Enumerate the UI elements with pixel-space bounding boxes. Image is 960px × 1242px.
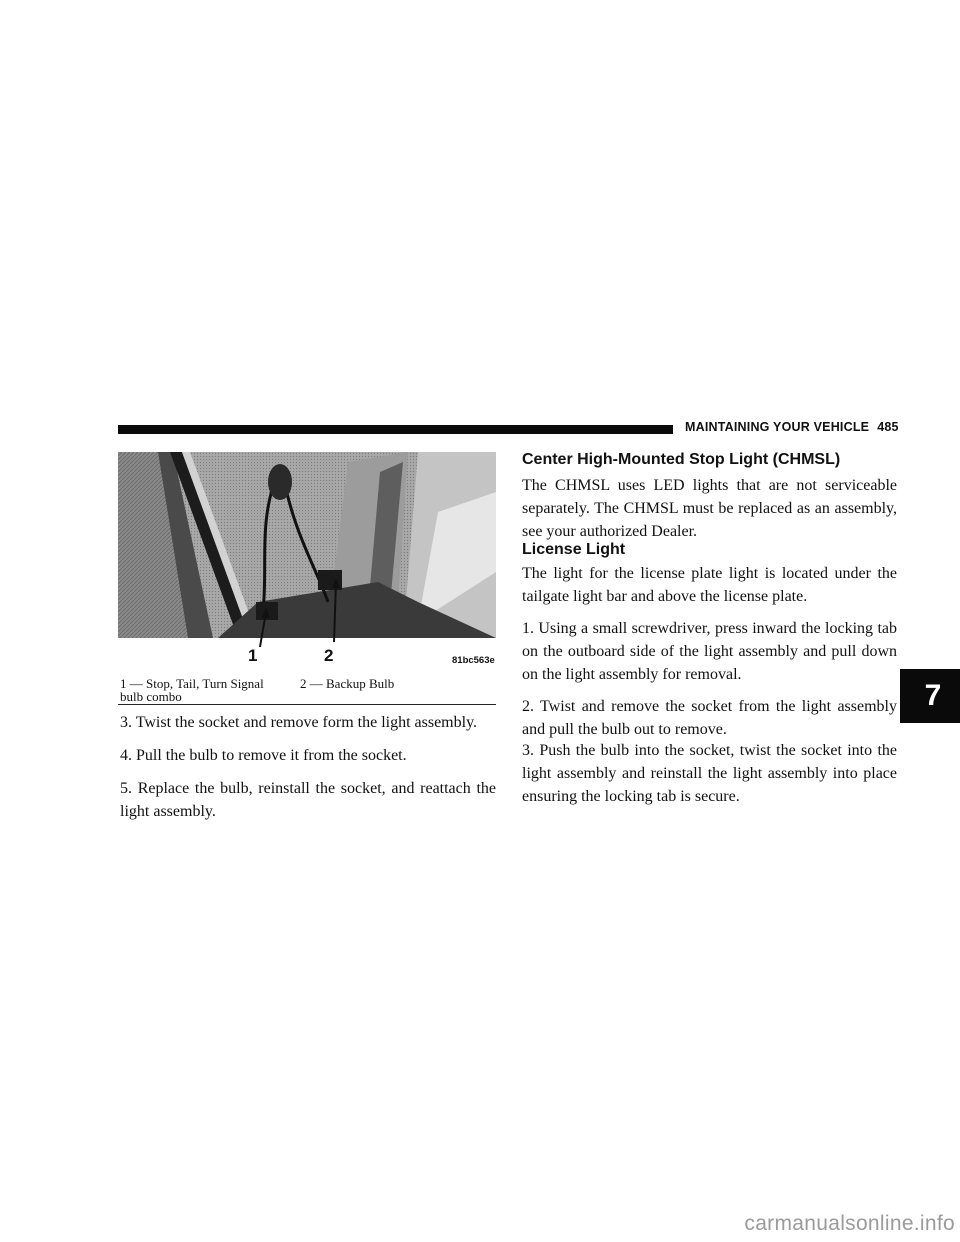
figure-code: 81bc563e bbox=[452, 655, 495, 666]
chmsl-heading: Center High-Mounted Stop Light (CHMSL) bbox=[522, 451, 841, 468]
header-rule bbox=[118, 425, 673, 434]
license-light-heading: License Light bbox=[522, 541, 626, 558]
license-step-2: 2. Twist and remove the socket from the light assembly and pull the bulb out to remove. bbox=[522, 698, 897, 738]
page-number: 485 bbox=[877, 420, 899, 434]
license-step-3: 3. Push the bulb into the socket, twist the socket into the light assembly and reinstall the light assembly into place ensuring the locking tab is secure. bbox=[522, 742, 897, 805]
license-step-1: 1. Using a small screwdriver, press inward the locking tab on the outboard side of the light assembly and pull down on the light assembly for removal. bbox=[522, 620, 897, 683]
tail-light-photo bbox=[118, 452, 496, 670]
chmsl-body: The CHMSL uses LED lights that are not serviceable separately. The CHMSL must be replaced as an assembly, see your authorized Dealer. bbox=[522, 477, 897, 540]
header-title: MAINTAINING YOUR VEHICLE bbox=[685, 420, 870, 434]
chapter-number: 7 bbox=[924, 679, 942, 712]
tail-light-illustration bbox=[118, 452, 496, 670]
running-header bbox=[685, 420, 899, 434]
caption-item-1: 1 — Stop, Tail, Turn Signal bulb combo bbox=[120, 676, 264, 704]
caption-rule bbox=[118, 704, 496, 705]
callout-2: 2 bbox=[324, 646, 334, 665]
callout-1: 1 bbox=[248, 646, 258, 665]
step-4-text: 4. Pull the bulb to remove it from the socket. bbox=[120, 747, 407, 764]
caption-item-2: 2 — Backup Bulb bbox=[300, 676, 395, 691]
step-5-text: 5. Replace the bulb, reinstall the socket, and reattach the light assembly. bbox=[120, 780, 496, 820]
license-intro: The light for the license plate light is located under the tailgate light bar and above the license plate. bbox=[522, 565, 897, 605]
chapter-tab bbox=[900, 669, 960, 723]
step-3-text: 3. Twist the socket and remove form the light assembly. bbox=[120, 714, 478, 731]
watermark: carmanualsonline.info bbox=[744, 1212, 955, 1235]
